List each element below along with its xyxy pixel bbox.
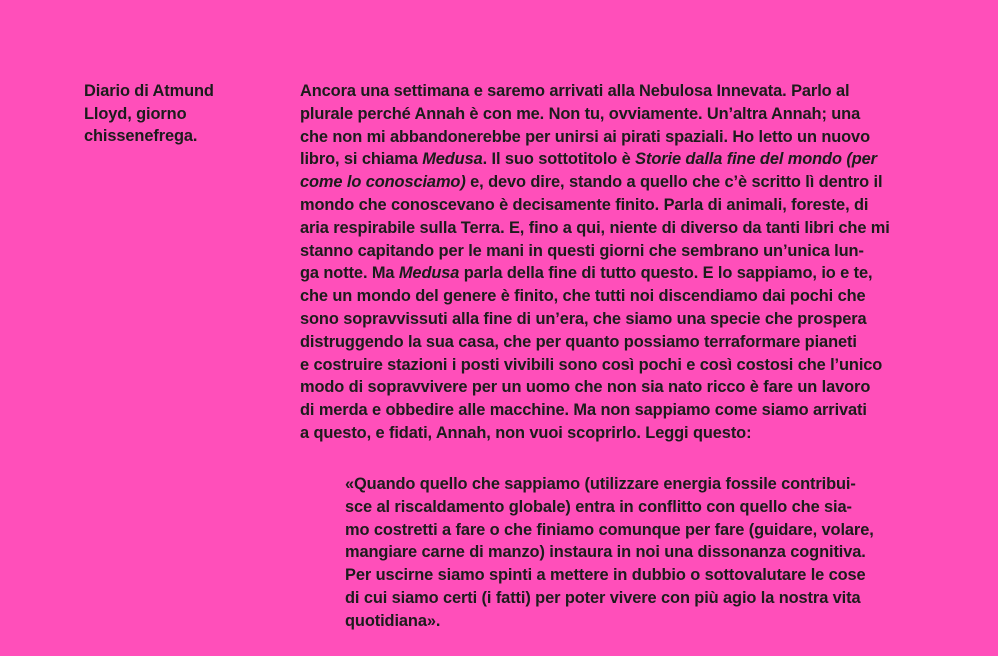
diary-body-text xyxy=(300,80,920,445)
block-quote xyxy=(345,473,920,633)
body-text-run: mondo che conoscevano è decisamente finito. Parla di animali, foreste, di xyxy=(300,195,869,214)
italic-title: Medusa xyxy=(422,150,483,169)
body-text-run: plurale perché Annah è con me. Non tu, ovviamente. Un’altra Annah; una xyxy=(300,104,861,123)
body-line xyxy=(300,103,920,126)
body-text-run: distruggendo la sua casa, che per quanto possiamo terraformare pianeti xyxy=(300,332,857,351)
body-line xyxy=(300,331,920,354)
body-text-run: stanno capitando per le mani in questi giorni che sembrano un’unica lun- xyxy=(300,241,864,260)
quote-line: quotidiana». xyxy=(345,611,441,630)
body-line xyxy=(300,262,920,285)
quote-line: «Quando quello che sappiamo (utilizzare energia fossile contribui- xyxy=(345,475,856,493)
diary-heading-line: Diario di Atmund xyxy=(84,82,214,100)
body-line xyxy=(300,285,920,308)
body-text-run: sono sopravvissuti alla fine di un’era, che siamo una specie che prospera xyxy=(300,309,867,328)
italic-title: Storie dalla fine del mondo (per xyxy=(635,150,877,169)
quote-line: sce al riscaldamento globale) entra in conflitto con quello che sia- xyxy=(345,497,852,516)
body-text-run: e costruire stazioni i posti vivibili sono così pochi e così costosi che l’unico xyxy=(300,355,883,374)
body-text-run: parla della fine di tutto questo. E lo sappiamo, io e te, xyxy=(459,264,873,283)
quote-line: Per uscirne siamo spinti a mettere in dubbio o sottovalutare le cose xyxy=(345,566,866,585)
body-line xyxy=(300,171,920,194)
body-line xyxy=(300,376,920,399)
body-line xyxy=(300,148,920,171)
quote-line: mo costretti a fare o che finiamo comunque per fare (guidare, volare, xyxy=(345,520,874,539)
body-text-run: modo di sopravvivere per un uomo che non sia nato ricco è fare un lavoro xyxy=(300,378,871,397)
quote-line: di cui siamo certi (i fatti) per poter vivere con più agio la nostra vita xyxy=(345,588,861,607)
quote-line: mangiare carne di manzo) instaura in noi una dissonanza cognitiva. xyxy=(345,543,866,562)
diary-heading xyxy=(84,80,264,148)
body-text-run: ga notte. Ma xyxy=(300,264,399,283)
diary-heading-line: Lloyd, giorno xyxy=(84,104,187,123)
italic-title: Medusa xyxy=(398,264,460,283)
body-text-run: che un mondo del genere è finito, che tutti noi discendiamo dai pochi che xyxy=(300,287,866,306)
body-line xyxy=(300,354,920,377)
body-line xyxy=(300,399,920,422)
body-line xyxy=(300,126,920,149)
body-text-run: aria respirabile sulla Terra. E, fino a qui, niente di diverso da tanti libri che mi xyxy=(300,218,890,237)
body-line xyxy=(300,308,920,331)
body-text-run: Ancora una settimana e saremo arrivati alla Nebulosa Innevata. Parlo al xyxy=(300,82,850,100)
body-text-run: a questo, e fidati, Annah, non vuoi scoprirlo. Leggi questo: xyxy=(300,423,752,442)
body-text-run: che non mi abbandonerebbe per unirsi ai pirati spaziali. Ho letto un nuovo xyxy=(300,127,870,146)
body-line xyxy=(300,422,920,445)
body-text-run: e, devo dire, stando a quello che c’è scritto lì dentro il xyxy=(465,173,883,192)
body-text-run: . Il suo sottotitolo è xyxy=(482,150,636,169)
body-line xyxy=(300,194,920,217)
body-text-run: libro, si chiama xyxy=(300,150,423,169)
diary-heading-line: chissenefrega. xyxy=(84,127,198,145)
body-line xyxy=(300,80,920,103)
body-line xyxy=(300,217,920,240)
body-text-run: di merda e obbedire alle macchine. Ma non sappiamo come siamo arrivati xyxy=(300,401,867,420)
italic-title: come lo conosciamo) xyxy=(300,173,466,192)
body-line xyxy=(300,240,920,263)
